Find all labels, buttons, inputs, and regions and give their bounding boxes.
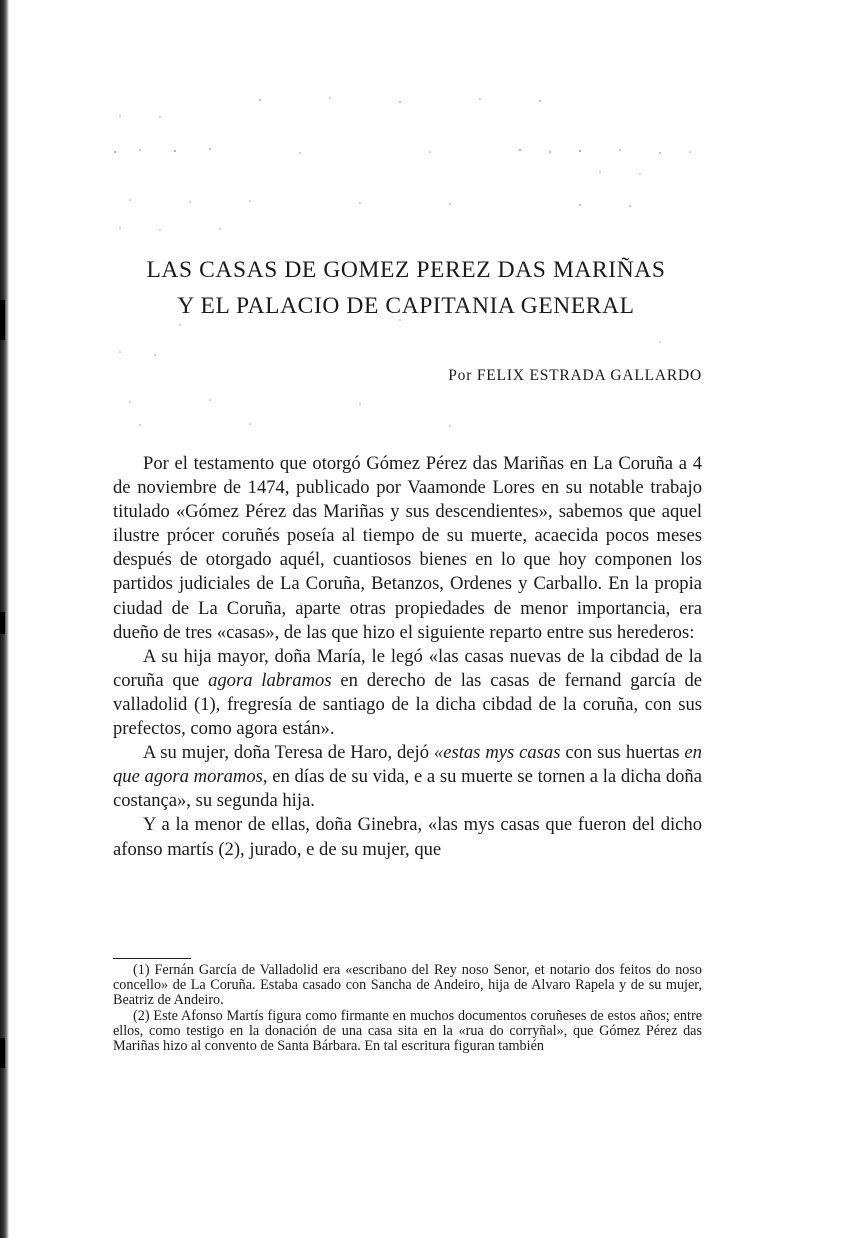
- footnote-1-label: (1): [133, 962, 150, 978]
- body-paragraph-4: Y a la menor de ellas, doña Ginebra, «las mys casas que fueron del dicho afonso martís (2), jurado, e de su mujer, que: [113, 814, 702, 860]
- footnote-1: (1) Fernán García de Valladolid era «escribano del Rey noso Senor, et notario dos feitos do noso concello» de La Coruña. Estaba casado con Sancha de Andeiro, hija de Alvaro Rapela y de su mujer, Beatriz de Andeiro.: [113, 962, 702, 1009]
- binding-mark: [0, 300, 5, 340]
- article-title-line-1: LAS CASAS DE GOMEZ PEREZ DAS MARIÑAS: [146, 257, 666, 283]
- article-body: [113, 452, 702, 862]
- body-paragraph-2: A su hija mayor, doña María, le legó «las casas nuevas de la cibdad de la coruña que agora labramos en derecho de las casas de fernand garcía de valladolid (1), fregresía de santiago de la dicha cibdad de la coruña, con sus prefectos, como agora están».: [113, 645, 702, 740]
- footnote-2: (2) Este Afonso Martís figura como firmante en muchos documentos coruñeses de estos años; entre ellos, como testigo en la donación de una casa sita en la «rua do corryñal», que Gómez Pérez das Mariñas hizo al convento de Santa Bárbara. En tal escritura figuran también: [113, 1007, 702, 1055]
- binding-mark: [0, 612, 5, 634]
- author-byline: Por FELIX ESTRADA GALLARDO: [448, 367, 702, 384]
- footnotes: [113, 963, 702, 1054]
- footnote-ref-1: 1: [200, 693, 210, 715]
- body-paragraph-3: A su mujer, doña Teresa de Haro, dejó «estas mys casas con sus huertas en que agora moramos, en días de su vida, e a su muerte se tornen a la dicha doña costança», su segunda hija.: [113, 742, 702, 812]
- footnote-separator: [113, 958, 191, 959]
- binding-mark: [0, 1038, 5, 1068]
- footnote-ref-2: 2: [224, 838, 234, 860]
- body-paragraph-1: Por el testamento que otorgó Gómez Pérez das Mariñas en La Coruña a 4 de noviembre de 1474, publicado por Vaamonde Lores en su notable trabajo titulado «Gómez Pérez das Mariñas y sus descendientes», sabemos que aquel ilustre prócer coruñés poseía al tiempo de su muerte, acaecida pocos meses después de otorgado aquél, cuantiosos bienes en lo que hoy componen los partidos judiciales de La Coruña, Betanzos, Ordenes y Carballo. En la propia ciudad de La Coruña, aparte otras propiedades de menor importancia, era dueño de tres «casas», de las que hizo el siguiente reparto entre sus herederos:: [113, 453, 702, 643]
- footnote-2-label: (2): [133, 1007, 150, 1024]
- article-title-line-2: Y EL PALACIO DE CAPITANIA GENERAL: [177, 293, 635, 319]
